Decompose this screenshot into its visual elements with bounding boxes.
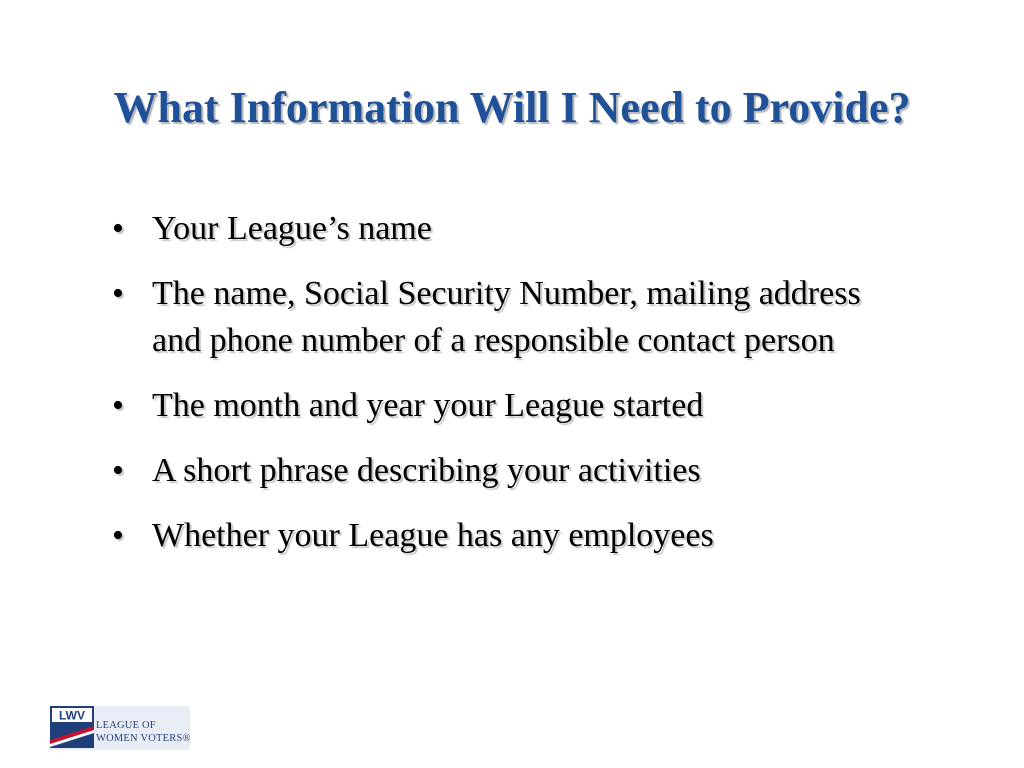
slide-title: What Information Will I Need to Provide? xyxy=(113,83,911,132)
lwv-logo-wordmark xyxy=(96,719,191,745)
lwv-logo-line2: WOMEN VOTERS® xyxy=(96,733,191,744)
bullet-item xyxy=(112,205,902,252)
lwv-logo-icon xyxy=(50,706,94,748)
bullet-dot: • xyxy=(112,517,124,554)
bullet-dot: • xyxy=(112,275,124,312)
bullet-item xyxy=(112,447,902,494)
bullet-text: The month and year your League started xyxy=(152,387,704,424)
bullet-dot: • xyxy=(112,387,124,424)
bullet-dot: • xyxy=(112,452,124,489)
bullet-item xyxy=(112,270,902,364)
lwv-logo-line1: LEAGUE OF xyxy=(96,720,156,731)
bullet-text: Your League’s name xyxy=(152,210,432,247)
bullet-text: A short phrase describing your activities xyxy=(152,452,701,489)
bullet-list xyxy=(112,205,902,577)
bullet-dot: • xyxy=(112,210,124,247)
lwv-logo-mark-text: LWV xyxy=(59,708,85,723)
bullet-item xyxy=(112,382,902,429)
bullet-text: The name, Social Security Number, mailing address and phone number of a responsible contact person xyxy=(152,275,861,359)
bullet-item xyxy=(112,512,902,559)
bullet-text: Whether your League has any employees xyxy=(152,517,714,554)
lwv-logo xyxy=(50,706,190,750)
